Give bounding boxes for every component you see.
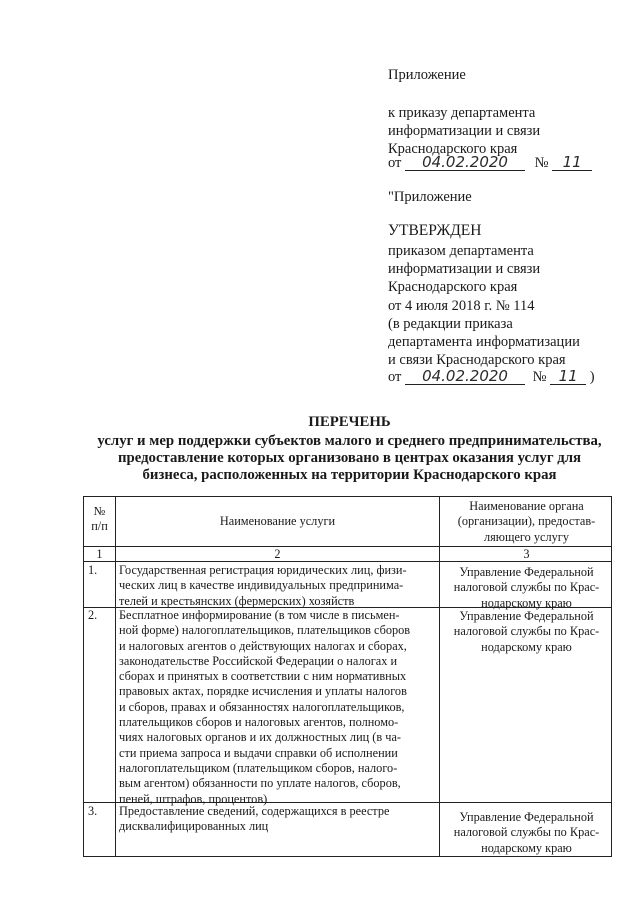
- approved-line: Краснодарского края: [388, 279, 518, 296]
- approved-line: и связи Краснодарского края: [388, 352, 566, 369]
- quoted-appendix-label: "Приложение: [388, 189, 472, 205]
- col-number: 3: [523, 547, 530, 561]
- handwritten-number: 11: [550, 368, 586, 385]
- col-number: 2: [274, 547, 281, 561]
- subtitle-line: предоставление которых организовано в центрах оказания услуг для: [117, 450, 582, 466]
- services-table: [83, 496, 612, 857]
- approved-line: (в редакции приказа: [388, 315, 513, 332]
- row-service: Государственная регистрация юридических лиц, физи- ческих лиц в качестве индивидуальных предпринима- телей и крестьянских (фермерских) хозяйств: [119, 563, 407, 608]
- handwritten-number: 11: [552, 154, 592, 171]
- order-ref-line: Краснодарского края: [388, 141, 518, 158]
- row-number: 1.: [88, 563, 98, 577]
- order-ref-line: информатизации и связи: [388, 123, 541, 140]
- document-subtitle: [60, 433, 639, 484]
- approved-details: [388, 242, 580, 369]
- header-num: № п/п: [91, 504, 108, 534]
- number-label: №: [534, 155, 549, 171]
- handwritten-date: 04.02.2020: [405, 368, 525, 385]
- approved-line: департамента информатизации: [388, 334, 580, 351]
- subtitle-line: бизнеса, расположенных на территории Краснодарского края: [142, 467, 557, 483]
- from-label: от: [388, 155, 402, 171]
- row-service: Бесплатное информирование (в том числе в письмен- ной форме) налогоплательщиков, плательщиков сборов и налоговых агентов о действующих налогах и сборах, законодательстве Российской Федерации о налогах и сборах и принятых в соответствии с ним нормативных правовых актах, порядке исчисления и уплаты налогов и сборов, правах и обязанностях налогоплательщиков, плательщиков сборов и налоговых агентов, полномо- чиях налоговых органов и их должностных лиц (в ча- сти приема запроса и выдачи справки об исполнении налогоплательщиком (плательщиком сборов, налого- вым агентом) обязанности по уплате налогов, сборов, пеней, штрафов, процентов): [119, 608, 411, 806]
- redaction-date-line: [388, 368, 595, 386]
- header-organization: Наименование органа (организации), предостав- ляющего услугу: [457, 499, 596, 544]
- document-title: ПЕРЕЧЕНЬ: [308, 414, 391, 430]
- approved-line: приказом департамента: [388, 243, 534, 259]
- col-number: 1: [96, 547, 103, 561]
- order-ref-line: к приказу департамента: [388, 105, 536, 121]
- row-number: 2.: [88, 608, 98, 622]
- order-date-line: [388, 154, 592, 172]
- header-service: Наименование услуги: [219, 514, 336, 528]
- row-number: 3.: [88, 804, 98, 818]
- approved-line: информатизации и связи: [388, 261, 541, 278]
- subtitle-line: услуг и мер поддержки субъектов малого и среднего предпринимательства,: [97, 433, 602, 449]
- appendix-label: Приложение: [388, 67, 466, 83]
- row-organization: Управление Федеральной налоговой службы по Крас- нодарскому краю: [453, 609, 600, 654]
- approved-label: УТВЕРЖДЕН: [388, 222, 482, 239]
- from-label: от: [388, 369, 402, 385]
- row-service: Предоставление сведений, содержащихся в реестре дисквалифицированных лиц: [119, 804, 390, 834]
- approved-line: от 4 июля 2018 г. № 114: [388, 297, 535, 314]
- order-reference: [388, 104, 540, 159]
- handwritten-date: 04.02.2020: [405, 154, 525, 171]
- closing-paren: ): [589, 369, 595, 385]
- row-organization: Управление Федеральной налоговой службы по Крас- нодарскому краю: [453, 565, 600, 610]
- number-label: №: [532, 369, 547, 385]
- row-organization: Управление Федеральной налоговой службы по Крас- нодарскому краю: [453, 810, 600, 855]
